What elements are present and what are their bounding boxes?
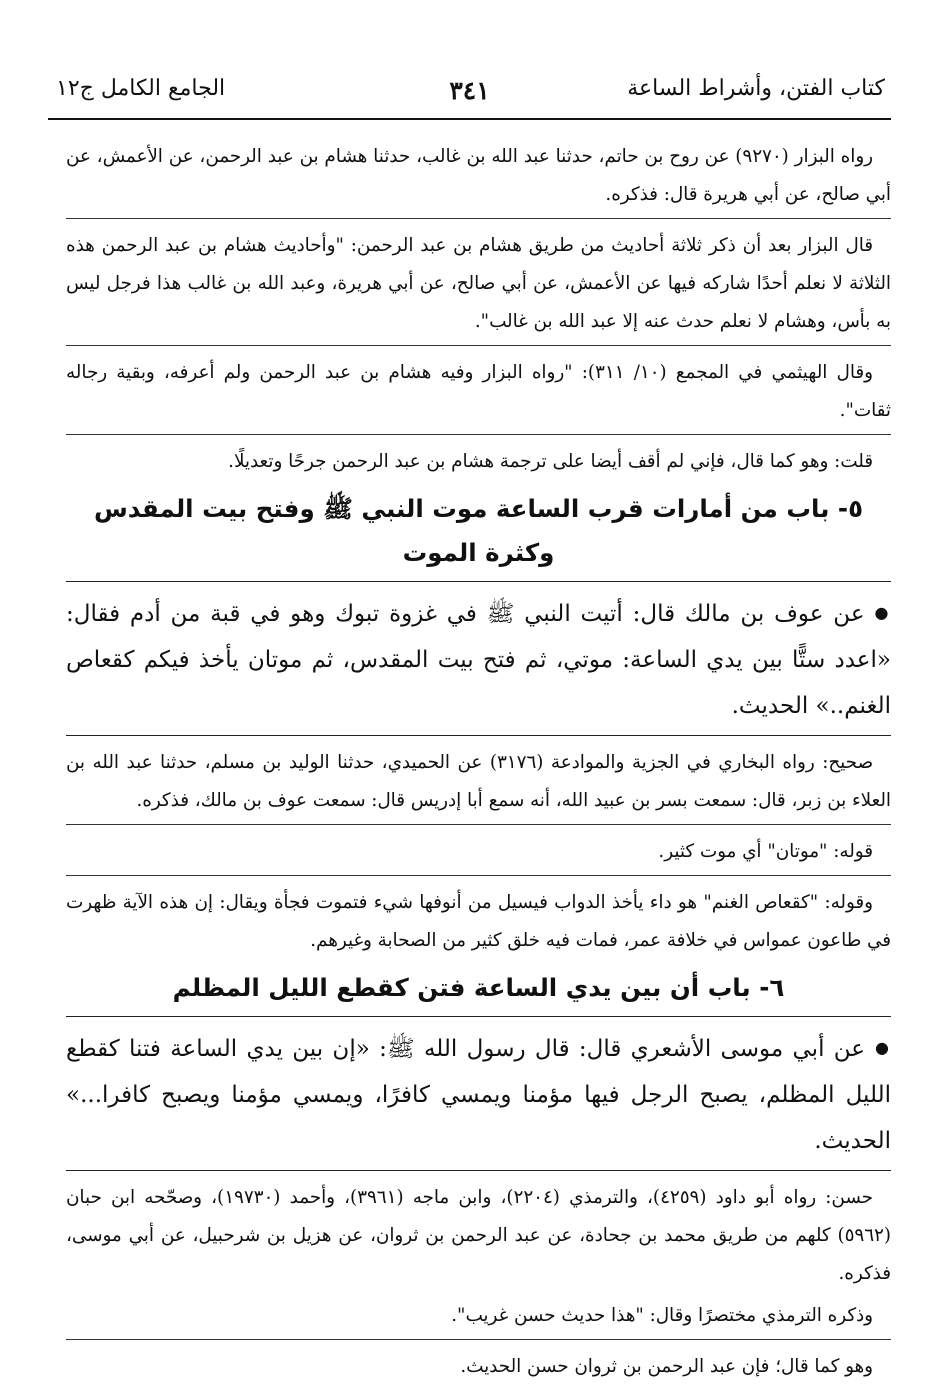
hadith-text bbox=[66, 590, 891, 729]
divider bbox=[66, 1339, 891, 1340]
divider bbox=[66, 345, 891, 346]
chapter-heading: ٦- باب أن بين يدي الساعة فتن كقطع الليل المظلم bbox=[172, 973, 785, 1002]
running-header bbox=[48, 66, 891, 120]
commentary-paragraph: وذكره الترمذي مختصرًا وقال: "هذا حديث حسن غريب". bbox=[451, 1305, 873, 1326]
divider bbox=[66, 735, 891, 736]
chapter-heading: ٥- باب من أمارات قرب الساعة موت النبي ﷺ وفتح بيت المقدس وكثرة الموت bbox=[93, 494, 864, 567]
header-book-title: الجامع الكامل ج١٢ bbox=[56, 76, 226, 101]
commentary-paragraph: وقوله: "كقعاص الغنم" هو داء يأخذ الدواب فيسيل من أنوفها شيء فتموت فجأة ويقال: إن هذه الآية ظهرت في طاعون عمواس في خلافة عمر، فمات فيه خلق كثير من الصحابة وغيرهم. bbox=[66, 892, 891, 951]
divider bbox=[66, 218, 891, 219]
hadith-body: عن عوف بن مالك قال: أتيت النبي ﷺ في غزوة تبوك وهو في قبة من أدم فقال: «اعدد ستًّا بين يدي الساعة: موتي، ثم فتح بيت المقدس، ثم موتان يأخذ فيكم كقعاص الغنم..» الحديث. bbox=[66, 601, 891, 719]
hadith-text bbox=[66, 1025, 891, 1164]
commentary-paragraph: قال البزار بعد أن ذكر ثلاثة أحاديث من طريق هشام بن عبد الرحمن: "وأحاديث هشام بن عبد الرحمن هذه الثلاثة لا نعلم أحدًا شاركه فيها عن الأعمش، عن أبي صالح، عن أبي هريرة، وعبد الله بن غالب هذا فرجل ليس به بأس، وهشام لا نعلم حدث عنه إلا عبد الله بن غالب". bbox=[66, 235, 891, 332]
commentary-paragraph: قوله: "موتان" أي موت كثير. bbox=[658, 841, 873, 862]
commentary-paragraph: صحيح: رواه البخاري في الجزية والموادعة (٣١٧٦) عن الحميدي، حدثنا الوليد بن مسلم، حدثنا عبد الله بن العلاء بن زبر، قال: سمعت بسر بن عبيد الله، أنه سمع أبا إدريس قال: سمعت عوف بن مالك، فذكره. bbox=[66, 752, 891, 811]
commentary-paragraph: وهو كما قال؛ فإن عبد الرحمن بن ثروان حسن الحديث. bbox=[460, 1356, 873, 1377]
divider bbox=[66, 1016, 891, 1017]
page-body bbox=[66, 138, 891, 1390]
bullet-icon: ● bbox=[874, 603, 891, 622]
divider bbox=[66, 875, 891, 876]
page-number: ٣٤١ bbox=[449, 76, 490, 105]
divider bbox=[66, 1170, 891, 1171]
divider bbox=[66, 824, 891, 825]
commentary-paragraph: قلت: وهو كما قال، فإني لم أقف أيضا على ترجمة هشام بن عبد الرحمن جرحًا وتعديلًا. bbox=[228, 451, 873, 472]
hadith-body: عن أبي موسى الأشعري قال: قال رسول الله ﷺ: «إن بين يدي الساعة فتنا كقطع الليل المظلم، يصبح الرجل فيها مؤمنا ويمسي كافرًا، ويمسي مؤمنا ويصبح كافرا...» الحديث. bbox=[66, 1036, 891, 1154]
commentary-paragraph: رواه البزار (٩٢٧٠) عن روح بن حاتم، حدثنا عبد الله بن غالب، حدثنا هشام بن عبد الرحمن، عن الأعمش، عن أبي صالح، عن أبي هريرة قال: فذكره. bbox=[66, 146, 891, 205]
header-chapter-title: كتاب الفتن، وأشراط الساعة bbox=[627, 76, 885, 101]
divider bbox=[66, 434, 891, 435]
divider bbox=[66, 581, 891, 582]
commentary-paragraph: حسن: رواه أبو داود (٤٢٥٩)، والترمذي (٢٢٠٤)، وابن ماجه (٣٩٦١)، وأحمد (١٩٧٣٠)، وصحّحه ابن حبان (٥٩٦٢) كلهم من طريق محمد بن جحادة، عن عبد الرحمن بن ثروان، عن هزيل بن شرحبيل، عن أبي موسى، فذكره. bbox=[66, 1187, 891, 1284]
bullet-icon: ● bbox=[875, 1038, 891, 1057]
commentary-paragraph: وقال الهيثمي في المجمع (١٠/ ٣١١): "رواه البزار وفيه هشام بن عبد الرحمن ولم أعرفه، وبقية رجاله ثقات". bbox=[66, 362, 891, 421]
